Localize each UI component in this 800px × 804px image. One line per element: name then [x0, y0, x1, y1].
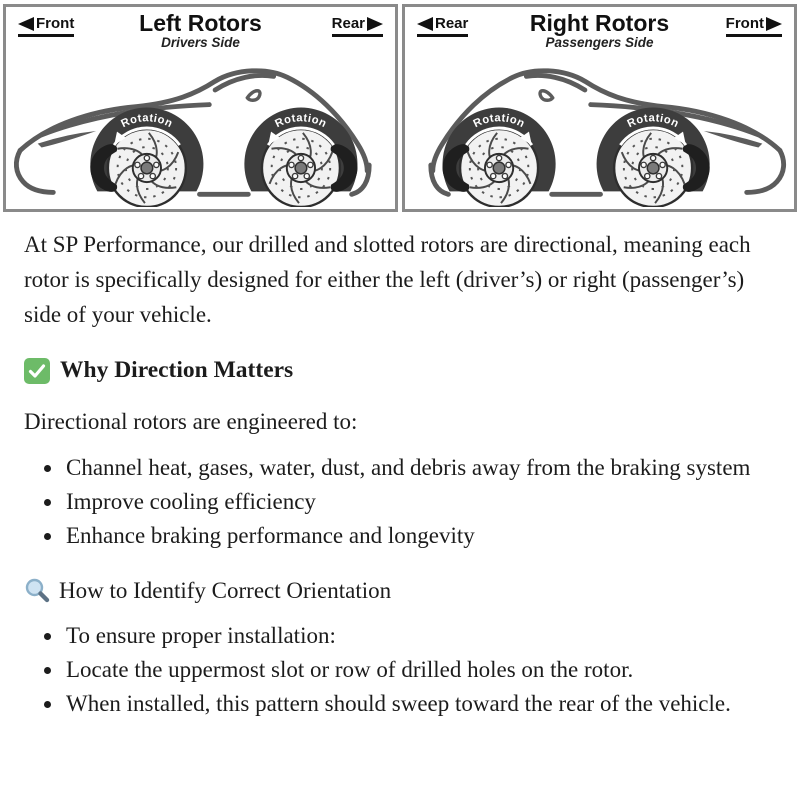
rotation-label: Rotation [119, 112, 175, 131]
panel-left-rotors [3, 4, 398, 212]
rotor-direction-diagram [3, 4, 797, 212]
list-item: • When installed, this pattern should sweep toward the rear of the vehicle. [64, 687, 766, 721]
article-body [0, 227, 800, 721]
rotation-label: Rotation [273, 112, 329, 131]
intro-paragraph: At SP Performance, our drilled and slotted rotors are directional, meaning each rotor is specifically designed for either the left (driver’s) or right (passenger’s) side of your vehicle. [24, 232, 751, 327]
magnifying-glass-icon [24, 577, 51, 604]
panel-title: Right Rotors [529, 10, 670, 36]
heading-text: How to Identify Correct Orientation [59, 577, 392, 603]
rear-direction-indicator [332, 16, 383, 37]
benefits-list [24, 451, 766, 553]
direction-label: Front [36, 15, 75, 32]
list-item: • To ensure proper installation: [64, 619, 766, 653]
car-illustration-left-side [6, 51, 395, 207]
list-item: • Enhance braking performance and longevity [64, 519, 766, 553]
panel-left-header [6, 7, 395, 51]
identify-list [24, 619, 766, 721]
green-check-icon [24, 358, 50, 384]
car-illustration-right-side [405, 51, 794, 207]
why-direction-matters-heading [24, 357, 766, 384]
engineered-lead: Directional rotors are engineered to: [24, 409, 358, 434]
panel-right-header [405, 7, 794, 51]
heading-text: Why Direction Matters [60, 357, 294, 383]
panel-subtitle: Passengers Side [545, 35, 654, 51]
direction-label: Rear [435, 15, 469, 32]
direction-label: Rear [331, 15, 365, 32]
identify-orientation-heading [24, 577, 766, 604]
rotation-label: Rotation [471, 112, 527, 131]
list-item: • Improve cooling efficiency [64, 485, 766, 519]
panel-title: Left Rotors [139, 10, 262, 36]
list-item: • Locate the uppermost slot or row of drilled holes on the rotor. [64, 653, 766, 687]
panel-right-rotors [402, 4, 797, 212]
direction-label: Front [725, 15, 764, 32]
rotation-label: Rotation [625, 112, 681, 131]
list-item: • Channel heat, gases, water, dust, and debris away from the braking system [64, 451, 766, 485]
arrow-right-icon [367, 17, 383, 31]
arrow-right-icon [766, 17, 782, 31]
panel-subtitle: Drivers Side [161, 35, 240, 51]
front-direction-indicator [726, 16, 782, 37]
